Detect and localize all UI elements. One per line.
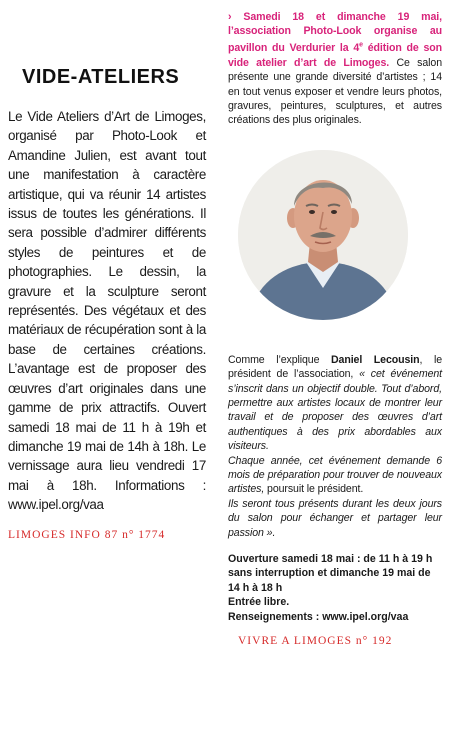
info-link: Renseignements : www.ipel.org/vaa	[228, 610, 409, 623]
quote-attribution: poursuit le président.	[267, 483, 364, 496]
lead-highlight-sup: e	[359, 41, 363, 49]
quote-paragraph-2	[228, 454, 442, 497]
entry-info: Entrée libre.	[228, 596, 290, 609]
portrait-illustration	[238, 150, 408, 320]
opening-hours: Ouverture samedi 18 mai : de 11 h à 19 h sans interruption et dimanche 19 mai de 14 h à 18 h	[228, 553, 433, 594]
quote-role: , le président de l’association,	[228, 353, 442, 381]
quote-text-1: « cet événement s’inscrit dans un objectif double. Tout d’abord, permettre aux artistes locaux de montrer leur travail et de proposer des œuvres d’art authentiques à des prix abordables aux visiteurs.	[228, 368, 443, 453]
lead-highlight-text-1: › Samedi 18 et dimanche 19 mai, l’association Photo-Look organise au pavillon du Verdurier la 4	[228, 11, 442, 55]
lead-highlight-text-2: édition de son vide atelier d’art de Limoges.	[228, 42, 442, 69]
lead-paragraph	[228, 10, 442, 128]
quote-block	[228, 353, 442, 540]
source-vivre-a-limoges: VIVRE A LIMOGES n° 192	[238, 635, 393, 648]
left-article-body: Le Vide Ateliers d’Art de Limoges, organisé par Photo-Look et Amandine Julien, est avant tout une manifestation à caractère artistique, qui va réunir 14 artistes issus de toutes les générations. Il sera possible d’admirer différents styles de peintures et de photographies. Le dessin, la gravure et la sculpture seront représentés. Des végétaux et des matériaux de récupération sont à la base de certaines créations. L’avantage est de proposer des œuvres d’art originales dans une gamme de prix attractifs. Ouvert samedi 18 mai de 11 h à 19h et dimanche 19 mai de 14h à 18h. Le vernissage aura lieu vendredi 17 mai à 18h. Informations : www.ipel.org/vaa	[8, 109, 206, 513]
quote-paragraph-1	[228, 353, 442, 454]
left-article	[8, 66, 206, 541]
quote-intro: Comme l’explique	[228, 353, 331, 366]
quote-text-2: Chaque année, cet événement demande 6 mois de préparation pour trouver de nouveaux artistes,	[228, 454, 442, 496]
practical-info	[228, 552, 442, 624]
right-article	[228, 10, 442, 647]
portrait-photo	[238, 150, 408, 320]
source-limoges-info: LIMOGES INFO 87 n° 1774	[8, 528, 166, 541]
lead-rest: Ce salon présente une grande diversité d’artistes ; 14 en tout venus exposer et vendre leurs photos, gravures, peintures, sculptures, et autres créations des plus originales.	[228, 56, 442, 127]
president-name: Daniel Lecousin	[330, 353, 420, 366]
article-title: VIDE-ATELIERS	[22, 66, 180, 88]
quote-text-3: Ils seront tous présents durant les deux jours du salon pour échanger et partager leur passion ».	[228, 497, 442, 539]
